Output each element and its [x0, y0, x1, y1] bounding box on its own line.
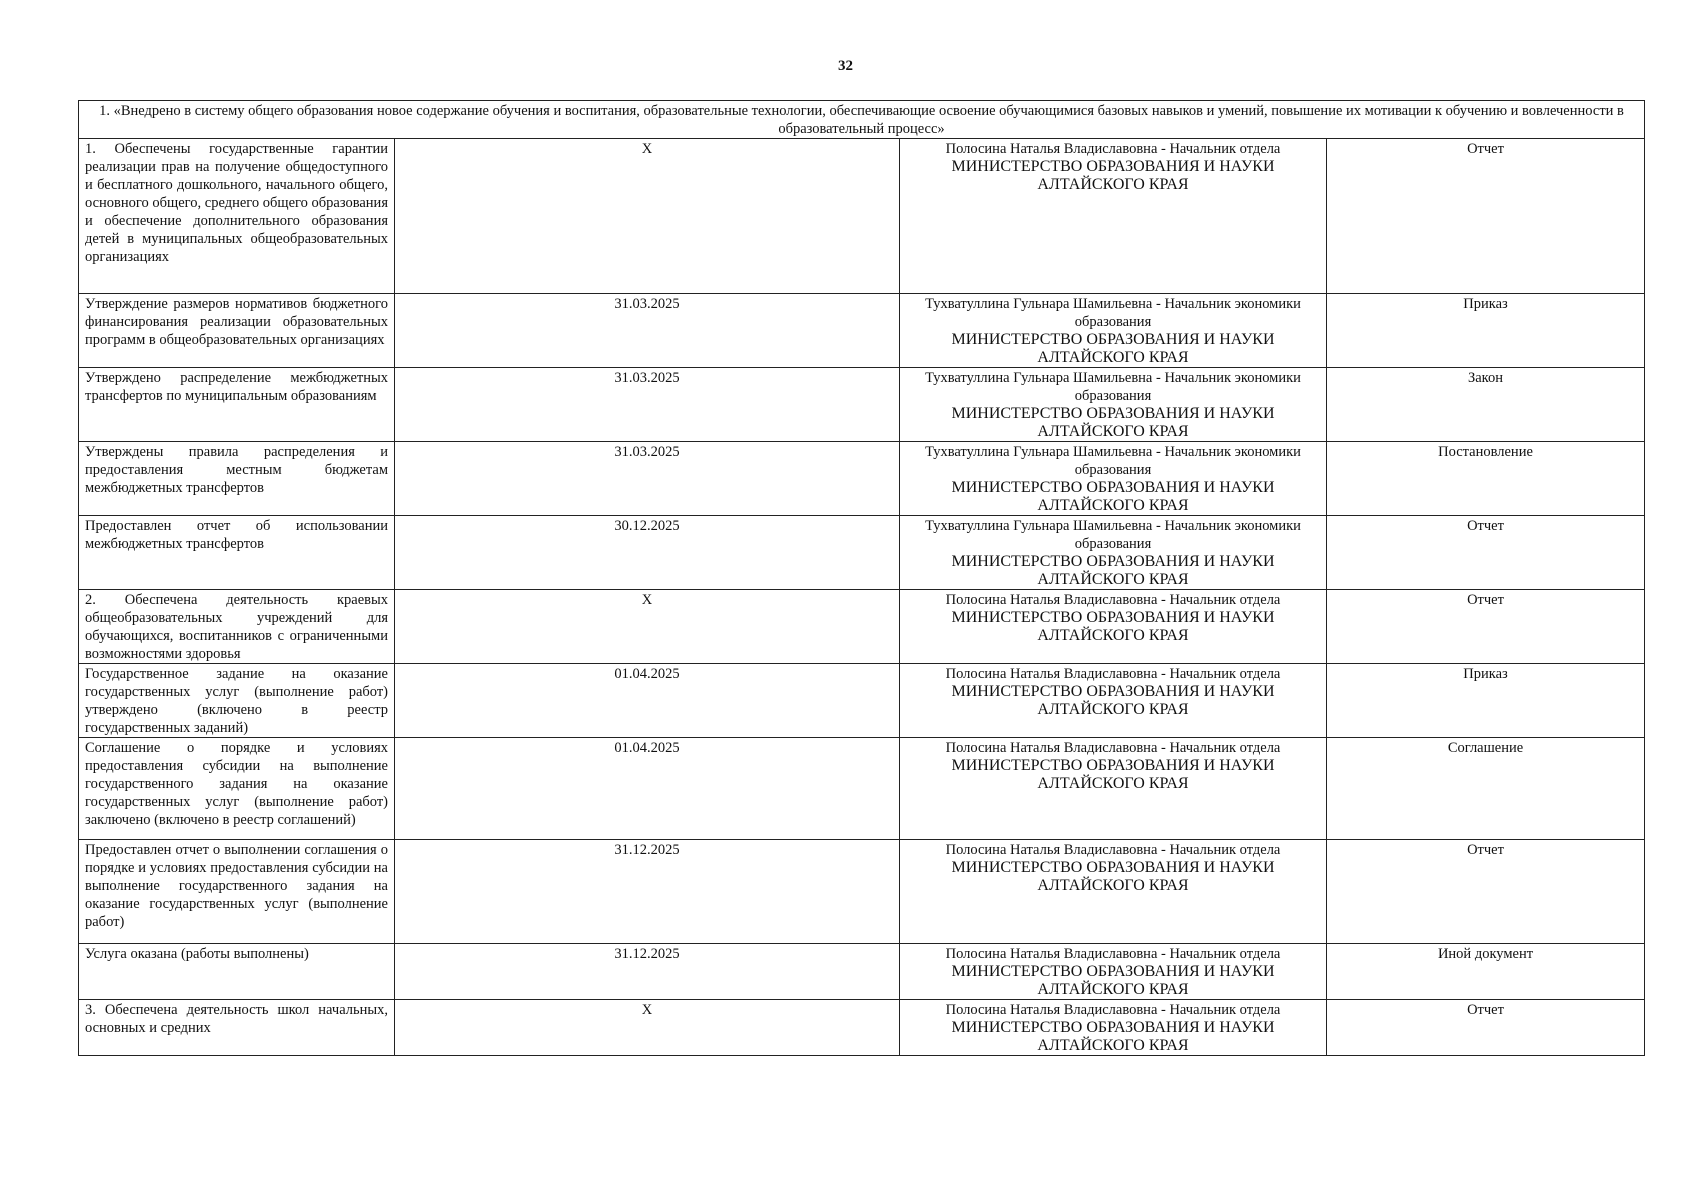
- responsible-organization: МИНИСТЕРСТВО ОБРАЗОВАНИЯ И НАУКИ АЛТАЙСКОГО КРАЯ: [951, 158, 1275, 193]
- table-row: [79, 944, 1645, 1000]
- event-cell: Утверждены правила распределения и предоставления местным бюджетам межбюджетных трансфертов: [79, 442, 395, 516]
- responsible-cell: [900, 944, 1327, 1000]
- table-row: [79, 840, 1645, 944]
- responsible-person: Полосина Наталья Владиславовна - Начальник отдела: [945, 946, 1281, 962]
- table-row: [79, 294, 1645, 368]
- date-cell: 31.03.2025: [395, 368, 900, 442]
- document-type-cell: Отчет: [1327, 590, 1645, 664]
- table-row: [79, 738, 1645, 840]
- event-cell: Услуга оказана (работы выполнены): [79, 944, 395, 1000]
- date-cell: 01.04.2025: [395, 664, 900, 738]
- responsible-cell: [900, 664, 1327, 738]
- responsible-person: Полосина Наталья Владиславовна - Начальник отдела: [945, 842, 1281, 858]
- page-number: 32: [838, 58, 853, 74]
- responsible-person: Полосина Наталья Владиславовна - Начальник отдела: [945, 141, 1281, 157]
- responsible-person: Тухватуллина Гульнара Шамильевна - Начальник экономики образования: [925, 444, 1301, 478]
- document-type-cell: Иной документ: [1327, 944, 1645, 1000]
- responsible-organization: МИНИСТЕРСТВО ОБРАЗОВАНИЯ И НАУКИ АЛТАЙСКОГО КРАЯ: [951, 757, 1275, 792]
- responsible-person: Полосина Наталья Владиславовна - Начальник отдела: [945, 666, 1281, 682]
- responsible-cell: [900, 1000, 1327, 1056]
- responsible-organization: МИНИСТЕРСТВО ОБРАЗОВАНИЯ И НАУКИ АЛТАЙСКОГО КРАЯ: [951, 331, 1275, 366]
- table-row: [79, 139, 1645, 294]
- event-cell: Предоставлен отчет об использовании межбюджетных трансфертов: [79, 516, 395, 590]
- table-row: [79, 590, 1645, 664]
- table-row: [79, 1000, 1645, 1056]
- table-header-row: [79, 101, 1645, 139]
- date-cell: X: [395, 1000, 900, 1056]
- event-cell: Утверждение размеров нормативов бюджетного финансирования реализации образовательных программ в общеобразовательных организациях: [79, 294, 395, 368]
- date-cell: 31.03.2025: [395, 294, 900, 368]
- responsible-cell: [900, 840, 1327, 944]
- table-row: [79, 442, 1645, 516]
- section-header: 1. «Внедрено в систему общего образования новое содержание обучения и воспитания, образовательные технологии, обеспечивающие освоение обучающимися базовых навыков и умений, повышение их мотивации к обучению и вовлеченности в образовательный процесс»: [79, 101, 1645, 139]
- responsible-organization: МИНИСТЕРСТВО ОБРАЗОВАНИЯ И НАУКИ АЛТАЙСКОГО КРАЯ: [951, 683, 1275, 718]
- document-type-cell: Отчет: [1327, 840, 1645, 944]
- responsible-cell: [900, 442, 1327, 516]
- responsible-cell: [900, 738, 1327, 840]
- event-cell: 3. Обеспечена деятельность школ начальных, основных и средних: [79, 1000, 395, 1056]
- document-type-cell: Отчет: [1327, 1000, 1645, 1056]
- document-type-cell: Приказ: [1327, 294, 1645, 368]
- plan-table: [78, 100, 1645, 1056]
- responsible-person: Тухватуллина Гульнара Шамильевна - Начальник экономики образования: [925, 296, 1301, 330]
- responsible-cell: [900, 294, 1327, 368]
- document-type-cell: Постановление: [1327, 442, 1645, 516]
- document-type-cell: Закон: [1327, 368, 1645, 442]
- document-type-cell: Приказ: [1327, 664, 1645, 738]
- event-cell: 2. Обеспечена деятельность краевых общеобразовательных учреждений для обучающихся, воспитанников с ограниченными возможностями здоровья: [79, 590, 395, 664]
- responsible-cell: [900, 368, 1327, 442]
- responsible-person: Полосина Наталья Владиславовна - Начальник отдела: [945, 740, 1281, 756]
- document-type-cell: Отчет: [1327, 516, 1645, 590]
- responsible-person: Тухватуллина Гульнара Шамильевна - Начальник экономики образования: [925, 370, 1301, 404]
- responsible-organization: МИНИСТЕРСТВО ОБРАЗОВАНИЯ И НАУКИ АЛТАЙСКОГО КРАЯ: [951, 1019, 1275, 1054]
- responsible-cell: [900, 516, 1327, 590]
- date-cell: 01.04.2025: [395, 738, 900, 840]
- date-cell: X: [395, 590, 900, 664]
- responsible-organization: МИНИСТЕРСТВО ОБРАЗОВАНИЯ И НАУКИ АЛТАЙСКОГО КРАЯ: [951, 859, 1275, 894]
- document-type-cell: Соглашение: [1327, 738, 1645, 840]
- date-cell: 30.12.2025: [395, 516, 900, 590]
- responsible-person: Полосина Наталья Владиславовна - Начальник отдела: [945, 592, 1281, 608]
- table-row: [79, 664, 1645, 738]
- responsible-organization: МИНИСТЕРСТВО ОБРАЗОВАНИЯ И НАУКИ АЛТАЙСКОГО КРАЯ: [951, 405, 1275, 440]
- table-row: [79, 516, 1645, 590]
- responsible-cell: [900, 139, 1327, 294]
- date-cell: 31.12.2025: [395, 840, 900, 944]
- date-cell: 31.03.2025: [395, 442, 900, 516]
- date-cell: X: [395, 139, 900, 294]
- responsible-organization: МИНИСТЕРСТВО ОБРАЗОВАНИЯ И НАУКИ АЛТАЙСКОГО КРАЯ: [951, 553, 1275, 588]
- responsible-organization: МИНИСТЕРСТВО ОБРАЗОВАНИЯ И НАУКИ АЛТАЙСКОГО КРАЯ: [951, 479, 1275, 514]
- responsible-cell: [900, 590, 1327, 664]
- event-cell: 1. Обеспечены государственные гарантии реализации прав на получение общедоступного и бесплатного дошкольного, начального общего, основного общего, среднего общего образования и обеспечение дополнительного образования детей в муниципальных общеобразовательных организациях: [79, 139, 395, 294]
- event-cell: Государственное задание на оказание государственных услуг (выполнение работ) утверждено (включено в реестр государственных заданий): [79, 664, 395, 738]
- event-cell: Предоставлен отчет о выполнении соглашения о порядке и условиях предоставления субсидии на выполнение государственного задания на оказание государственных услуг (выполнение работ): [79, 840, 395, 944]
- responsible-person: Тухватуллина Гульнара Шамильевна - Начальник экономики образования: [925, 518, 1301, 552]
- responsible-organization: МИНИСТЕРСТВО ОБРАЗОВАНИЯ И НАУКИ АЛТАЙСКОГО КРАЯ: [951, 963, 1275, 998]
- responsible-person: Полосина Наталья Владиславовна - Начальник отдела: [945, 1002, 1281, 1018]
- document-type-cell: Отчет: [1327, 139, 1645, 294]
- table-row: [79, 368, 1645, 442]
- event-cell: Утверждено распределение межбюджетных трансфертов по муниципальным образованиям: [79, 368, 395, 442]
- event-cell: Соглашение о порядке и условиях предоставления субсидии на выполнение государственного задания на оказание государственных услуг (выполнение работ) заключено (включено в реестр соглашений): [79, 738, 395, 840]
- date-cell: 31.12.2025: [395, 944, 900, 1000]
- responsible-organization: МИНИСТЕРСТВО ОБРАЗОВАНИЯ И НАУКИ АЛТАЙСКОГО КРАЯ: [951, 609, 1275, 644]
